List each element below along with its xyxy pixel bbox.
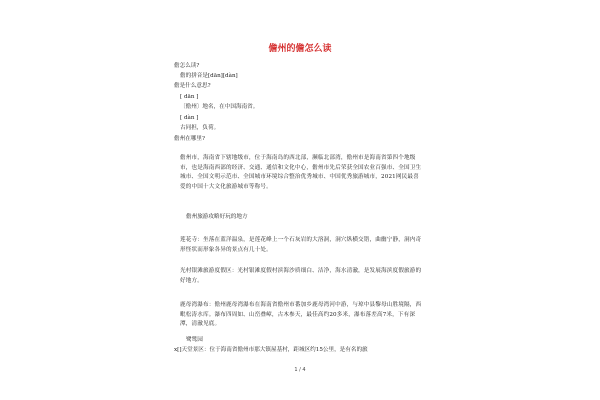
pinyin-dan1: [ dān ]	[180, 94, 199, 100]
paragraph-lianhua-temple: 莲花寺：坐落在蓝洋温泉，是莲花峰上一个石灰岩的大溶洞，洞穴纵横交错，曲幽宁静，洞内奇形怪状而形象各异的景点有几十处。	[180, 237, 422, 253]
travel-heading: 儋州旅游攻略好玩的地方	[186, 214, 248, 220]
definition-2: 古同担，负荷。	[180, 125, 220, 131]
pinyin-dan4: [ dàn ]	[180, 115, 199, 121]
meaning-question-line: 儋是什么意思?	[174, 83, 211, 89]
question-line: 儋怎么读?	[174, 63, 200, 69]
paradise-scenic-line: x[]天堂景区：位于海南省儋州市那大镇屋基村，距城区约15公里，是有名的旅	[174, 347, 368, 353]
paragraph-lumuwan-waterfall: 鹿母湾瀑布：儋州鹿母湾瀑布在海南省儋州市番加乡鹿母湾河中游，与琼中县黎母山胜境隔，西毗松涛水库。瀑布四周如、山峦叠嶂，古木参天，最佳高约20多米，瀑布落差高7米，下有深潭，清澈见底。	[180, 302, 422, 327]
pinyin-line: 儋的拼音是[dān][dàn]	[180, 73, 238, 79]
paragraph-danzhou-intro: 儋州市，海南省下辖地级市，位于海南岛的西北部，濒临北部湾，儋州市是海南省第四个地级市，也是海南西部的经济、交通、通信和文化中心，儋州市先后荣获全国农业百强市、全国卫生城市、全国文明示范市、全国城市环境综合整治优秀城市、中国优秀旅游城市，2021网民最喜爱的中国十大文化旅游城市等称号。	[180, 155, 422, 190]
paragraph-guangcun-beach: 光村银滩旅游度假区：光村银滩度假村滨海沙质细白、洁净，海水清澈，是发展海滨度假旅游的好地方。	[180, 268, 422, 284]
heron-garden-heading: 鹭鸶园	[186, 337, 203, 343]
page-number: 1 / 4	[294, 367, 306, 373]
definition-1: 〔儋州〕地名，在中国海南省。	[180, 104, 259, 110]
location-question-line: 儋州在哪里?	[174, 136, 205, 142]
document-title: 儋州的儋怎么读	[268, 44, 332, 54]
